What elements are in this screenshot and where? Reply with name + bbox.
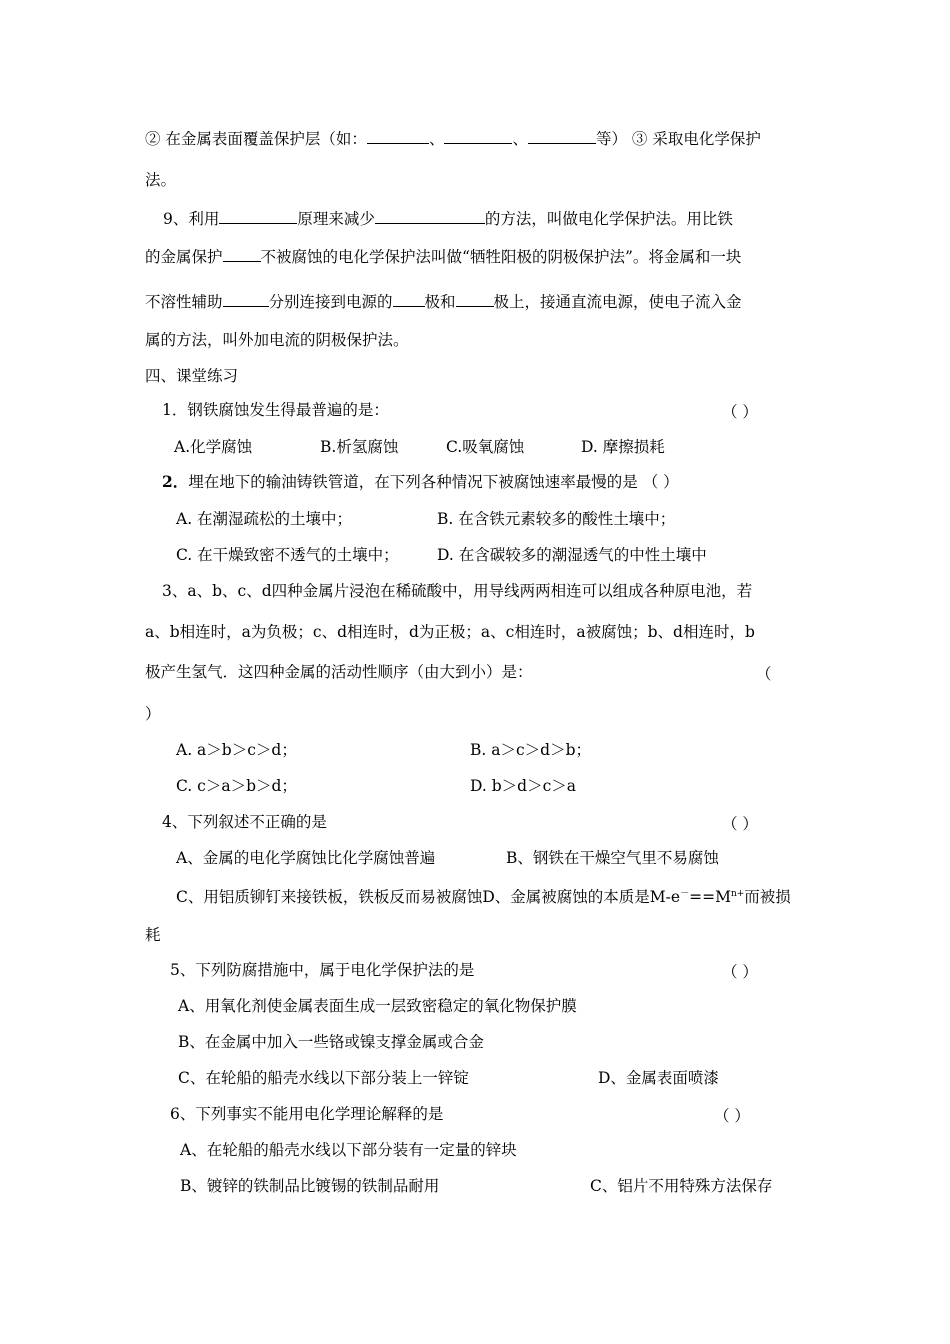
item9-line1 — [163, 207, 733, 229]
item9-l2b: 不被腐蚀的电化学保护法叫做“牺牲阳极的阴极保护法”。将金属和一块 — [260, 248, 742, 266]
q4-options-cd — [176, 884, 791, 907]
q4-electron-charge: － — [680, 889, 690, 899]
q1-stem: 1．钢铁腐蚀发生得最普遍的是： — [162, 401, 389, 419]
q3-option-d: D. b＞d＞c＞a — [470, 777, 576, 795]
q6-option-b: B、镀锌的铁制品比镀锡的铁制品耐用 — [180, 1177, 440, 1195]
section-heading: 四、课堂练习 — [145, 367, 239, 385]
q2-number: 2． — [162, 472, 189, 491]
blank-field[interactable] — [375, 207, 485, 224]
item9-p2: 原理来减少 — [297, 210, 375, 228]
item9-p3: 的方法，叫做电化学保护法。用比铁 — [484, 210, 733, 228]
q1-option-d: D. 摩擦损耗 — [581, 438, 665, 456]
q3-line3: 极产生氢气．这四种金属的活动性顺序（由大到小）是： — [145, 663, 533, 681]
item9-line4: 属的方法，叫外加电流的阴极保护法。 — [145, 331, 409, 349]
q1-option-c: C.吸氧腐蚀 — [446, 438, 525, 456]
blank-field[interactable] — [219, 207, 297, 224]
blank-field[interactable] — [367, 127, 429, 144]
q4-stem: 4、下列叙述不正确的是 — [162, 813, 327, 831]
item9-l3d: 极上，接通直流电源，使电子流入金 — [493, 293, 742, 311]
q4-option-b: B、钢铁在干燥空气里不易腐蚀 — [506, 849, 719, 867]
blank-field[interactable] — [456, 290, 494, 307]
q5-answer-paren[interactable]: （ ） — [722, 963, 758, 981]
item8-sep1: 、 — [428, 130, 445, 148]
item8-sep2: 、 — [512, 130, 528, 148]
q4-option-cd-text: C、用铝质铆钉来接铁板，铁板反而易被腐蚀D、金属被腐蚀的本质是M-e — [176, 888, 681, 906]
q4-option-d-end: 而被损 — [744, 888, 791, 906]
q1-answer-paren[interactable]: （ ） — [722, 403, 758, 421]
q2-option-d: D. 在含碳较多的潮湿透气的中性土壤中 — [437, 546, 707, 564]
q3-line2: a、b相连时，a为负极；c、d相连时，d为正极；a、c相连时，a被腐蚀；b、d相连时，b — [145, 623, 755, 641]
q3-option-b: B. a＞c＞d＞b； — [470, 741, 592, 759]
q5-option-b: B、在金属中加入一些铬或镍支撑金属或合金 — [178, 1033, 484, 1051]
blank-field[interactable] — [223, 245, 261, 262]
blank-field[interactable] — [223, 290, 269, 307]
q6-option-a: A、在轮船的船壳水线以下部分装有一定量的锌块 — [180, 1141, 517, 1159]
q5-option-a: A、用氧化剂使金属表面生成一层致密稳定的氧化物保护膜 — [178, 997, 577, 1015]
q6-option-c: C、铝片不用特殊方法保存 — [590, 1177, 773, 1195]
q2-stem-line — [162, 472, 679, 492]
q2-stem: 埋在地下的输油铸铁管道，在下列各种情况下被腐蚀速率最慢的是 （ ） — [188, 473, 679, 491]
item9-p1: 9、利用 — [163, 210, 220, 228]
q3-paren-open[interactable]: （ — [756, 665, 772, 683]
q2-option-c: C. 在干燥致密不透气的土壤中； — [176, 546, 399, 564]
item9-line3 — [145, 290, 742, 312]
item9-l3c: 极和 — [424, 293, 456, 311]
q5-stem: 5、下列防腐措施中，属于电化学保护法的是 — [170, 961, 475, 979]
q4-option-a: A、金属的电化学腐蚀比化学腐蚀普遍 — [176, 849, 436, 867]
q3-option-c: C. c＞a＞b＞d； — [176, 777, 297, 795]
q4-cont: 耗 — [145, 926, 161, 944]
item8-cont: 法。 — [145, 171, 177, 189]
q5-option-d: D、金属表面喷漆 — [598, 1069, 719, 1087]
q4-ion-charge: n+ — [730, 889, 745, 899]
q5-option-c: C、在轮船的船壳水线以下部分装上一锌锭 — [178, 1069, 469, 1087]
blank-field[interactable] — [528, 127, 596, 144]
item9-l3a: 不溶性辅助 — [145, 293, 223, 311]
q3-paren-close[interactable]: ） — [145, 705, 161, 723]
q4-answer-paren[interactable]: （ ） — [722, 815, 758, 833]
q1-option-b: B.析氢腐蚀 — [320, 438, 399, 456]
item8-prefix: ② 在金属表面覆盖保护层（如： — [145, 130, 367, 148]
q3-line1: 3、a、b、c、d四种金属片浸泡在稀硫酸中，用导线两两相连可以组成各种原电池，若 — [162, 582, 753, 600]
q2-option-b: B. 在含铁元素较多的酸性土壤中； — [437, 510, 676, 528]
item8-line — [145, 127, 761, 149]
q6-answer-paren[interactable]: （ ） — [714, 1107, 750, 1125]
q1-option-a: A.化学腐蚀 — [174, 438, 253, 456]
q2-option-a: A. 在潮湿疏松的土壤中； — [176, 510, 353, 528]
item9-l2a: 的金属保护 — [145, 248, 223, 266]
item8-suffix: 等） ③ 采取电化学保护 — [595, 130, 761, 148]
q3-option-a: A. a＞b＞c＞d； — [176, 741, 297, 759]
blank-field[interactable] — [393, 290, 425, 307]
blank-field[interactable] — [444, 127, 512, 144]
item9-line2 — [145, 245, 741, 267]
item9-l3b: 分别连接到电源的 — [268, 293, 393, 311]
q4-equation-mid: ==M — [689, 888, 731, 906]
q6-stem: 6、下列事实不能用电化学理论解释的是 — [170, 1105, 444, 1123]
